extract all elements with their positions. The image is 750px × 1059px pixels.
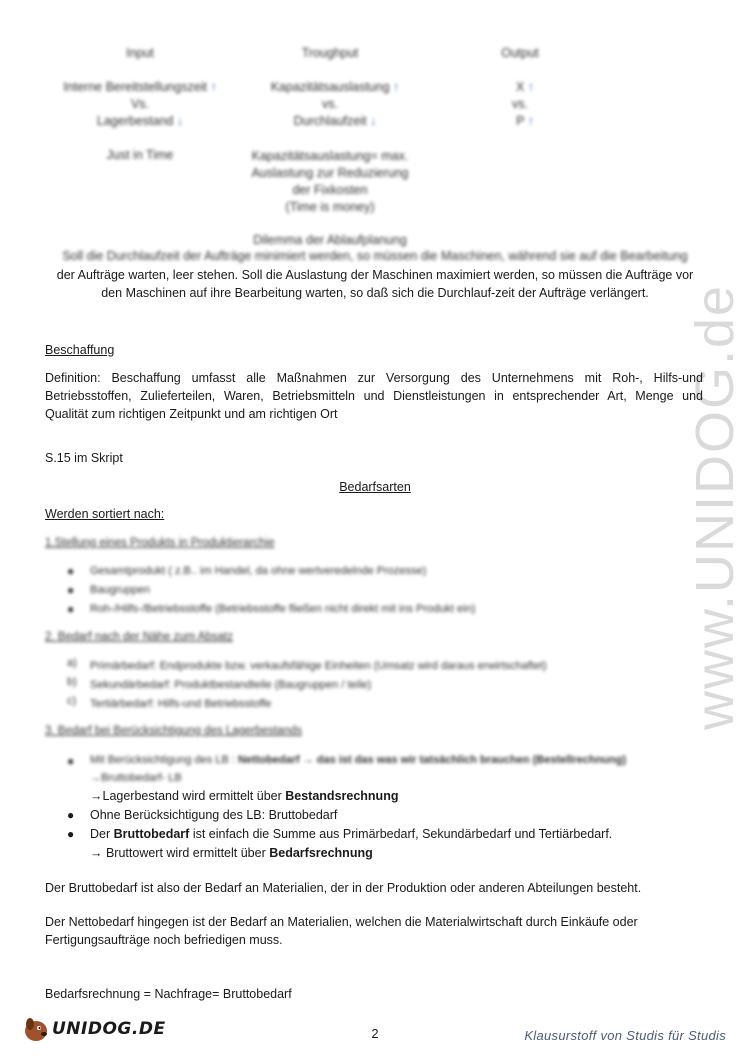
beschaffung-heading: Beschaffung [45,343,115,357]
bedarfsarten-title: Bedarfsarten [339,480,411,494]
item-bold: Bruttobedarf [113,827,190,841]
capacity-note-line: Kapazitätsauslastung= max. [251,149,409,163]
bullet-icon: ● [67,808,75,822]
section-1-item: Baugruppen [90,584,150,596]
col3-row3-text: P [516,114,525,128]
item-text: Der [90,827,111,841]
col2-row2: vs. [322,97,338,111]
sub-bold: Bedarfsrechnung [269,846,373,860]
col3-row3 [495,114,555,128]
arrow-up-icon: ↑ [210,80,217,94]
bullet-icon: ● [67,583,75,597]
capacity-note-line: der Fixkosten [292,183,368,197]
section-3-item-1 [90,751,626,769]
bullet-icon: ● [67,602,75,616]
dilemma-title: Dilemma der Ablaufplanung [253,233,407,247]
col2-row3 [265,114,405,128]
arrow-up-icon: ↑ [527,80,535,94]
footer-tagline: Klausurstoff von Studis für Studis [524,1028,726,1043]
col2-row3-text: Durchlaufzeit [293,114,367,128]
col1-row3 [60,114,220,128]
netto-paragraph-line-1: Der Nettobedarf hingegen ist der Bedarf an Materialien, welchen die Materialwirtschaft durch Einkäufe oder [45,915,638,929]
arrow-down-icon: ↓ [176,114,184,128]
formula-line: Bedarfsrechnung = Nachfrage= Bruttobedarf [45,987,292,1001]
col1-row3-text: Lagerbestand [96,114,174,128]
jit-label: Just in Time [106,148,174,162]
section-1-heading: 1.Stellung eines Produkts in Produktierarchie [45,537,275,549]
capacity-note-line: Auslastung zur Reduzierung [251,166,409,180]
arrow-up-icon: ↑ [527,114,534,128]
section-2-item: Tertiärbedarf: Hilfs-und Betriebsstoffe [90,698,272,710]
bullet-icon: ● [67,754,75,768]
col3-row1-text: X [515,80,525,94]
dilemma-line-2: der Aufträge warten, leer stehen. Soll die Auslastung der Maschinen maximiert werden, so müssen die Aufträge vor [56,268,694,282]
list-marker: c) [67,695,77,707]
definition-line-1: Definition: Beschaffung umfasst alle Maßnahmen zur Versorgung des Unternehmens mit Roh-, Hilfs-und [45,371,703,385]
dilemma-line-3: den Maschinen auf ihre Bearbeitung warten, so daß sich die Durchlauf-zeit der Aufträge verlängert. [101,286,649,300]
dilemma-line-1: Soll die Durchlaufzeit der Aufträge minimiert werden, so müssen die Maschinen, während sie auf die Bearbeitung [62,249,688,263]
header-throughput: Troughput [301,46,359,60]
list-marker: b) [67,676,77,688]
netto-paragraph-line-2: Fertigungsaufträge noch befriedigen muss. [45,933,283,947]
sorted-by-label: Werden sortiert nach: [45,507,165,521]
bullet-icon: ● [67,827,75,841]
logo-text: UNIDOG.DE [52,1019,166,1039]
sub-prefix: → Bruttowert wird ermittelt über [90,846,266,860]
arrow-up-icon: ↑ [393,80,400,94]
list-marker: a) [67,657,77,669]
brutto-paragraph: Der Bruttobedarf ist also der Bedarf an Materialien, der in der Produktion oder anderen Abteilungen besteht. [45,881,642,895]
section-2-item: Primärbedarf: Endprodukte bzw. verkaufsfähige Einheiten (Umsatz wird daraus erwirtschaftet) [90,660,547,672]
section-3-sub-2 [90,787,398,805]
col3-row2: vs. [512,97,528,111]
section-1-item: Roh-/Hilfs-/Betriebsstoffe (Betriebsstoffe fließen nicht direkt mit ins Produkt ein) [90,603,476,615]
sub-bold: Bestandsrechnung [285,789,399,803]
section-2-heading: 2. Bedarf nach der Nähe zum Absatz [45,631,233,643]
header-input: Input [126,46,154,60]
definition-line-3: Qualität zum richtigen Zeitpunkt und am richtigen Ort [45,407,338,421]
watermark-text: www.UNIDOG.de [685,283,745,730]
capacity-note [240,148,420,216]
item-prefix: Mit Berücksichtigung des LB : [90,754,235,766]
section-2-item: Sekundärbedarf: Produktbestandteile (Baugruppen / teile) [90,679,372,691]
arrow-down-icon: ↓ [370,114,377,128]
col3-row1 [495,80,555,94]
col1-row2: Vs. [130,97,150,111]
section-3-sub-3 [90,844,373,862]
col2-row1-text: Kapazitätsauslastung [270,80,390,94]
section-3-item-3 [90,825,612,843]
bullet-icon: ● [67,564,75,578]
item-bold: Nettobedarf → das ist das was wir tatsächlich brauchen (Bestellrechnung) [237,754,627,766]
section-1-item: Gesamtprodukt ( z.B.. im Handel, da ohne wertveredelnde Prozesse) [90,565,427,577]
col1-row1 [50,80,230,94]
item-text: ist einfach die Summe aus Primärbedarf, Sekundärbedarf und Tertiärbedarf. [192,827,613,841]
capacity-note-line: (Time is money) [285,200,375,214]
skript-reference: S.15 im Skript [45,451,123,465]
col1-row1-text: Interne Bereitstellungszeit [63,80,208,94]
section-3-item-2: Ohne Berücksichtigung des LB: Bruttobedarf [90,808,338,822]
page-number: 2 [371,1026,379,1041]
section-3-sub-1: →Bruttobedarf- LB [90,772,182,784]
definition-line-2: Betriebsstoffen, Zulieferteilen, Waren, Betriebsmitteln und Dienstleistungen in entsprechender Art, Menge und [45,389,703,403]
header-output: Output [501,46,539,60]
sub-prefix: →Lagerbestand wird ermittelt über [90,789,282,803]
col2-row1 [255,80,415,94]
section-3-heading: 3. Bedarf bei Berücksichtigung des Lagerbestands [45,725,302,737]
